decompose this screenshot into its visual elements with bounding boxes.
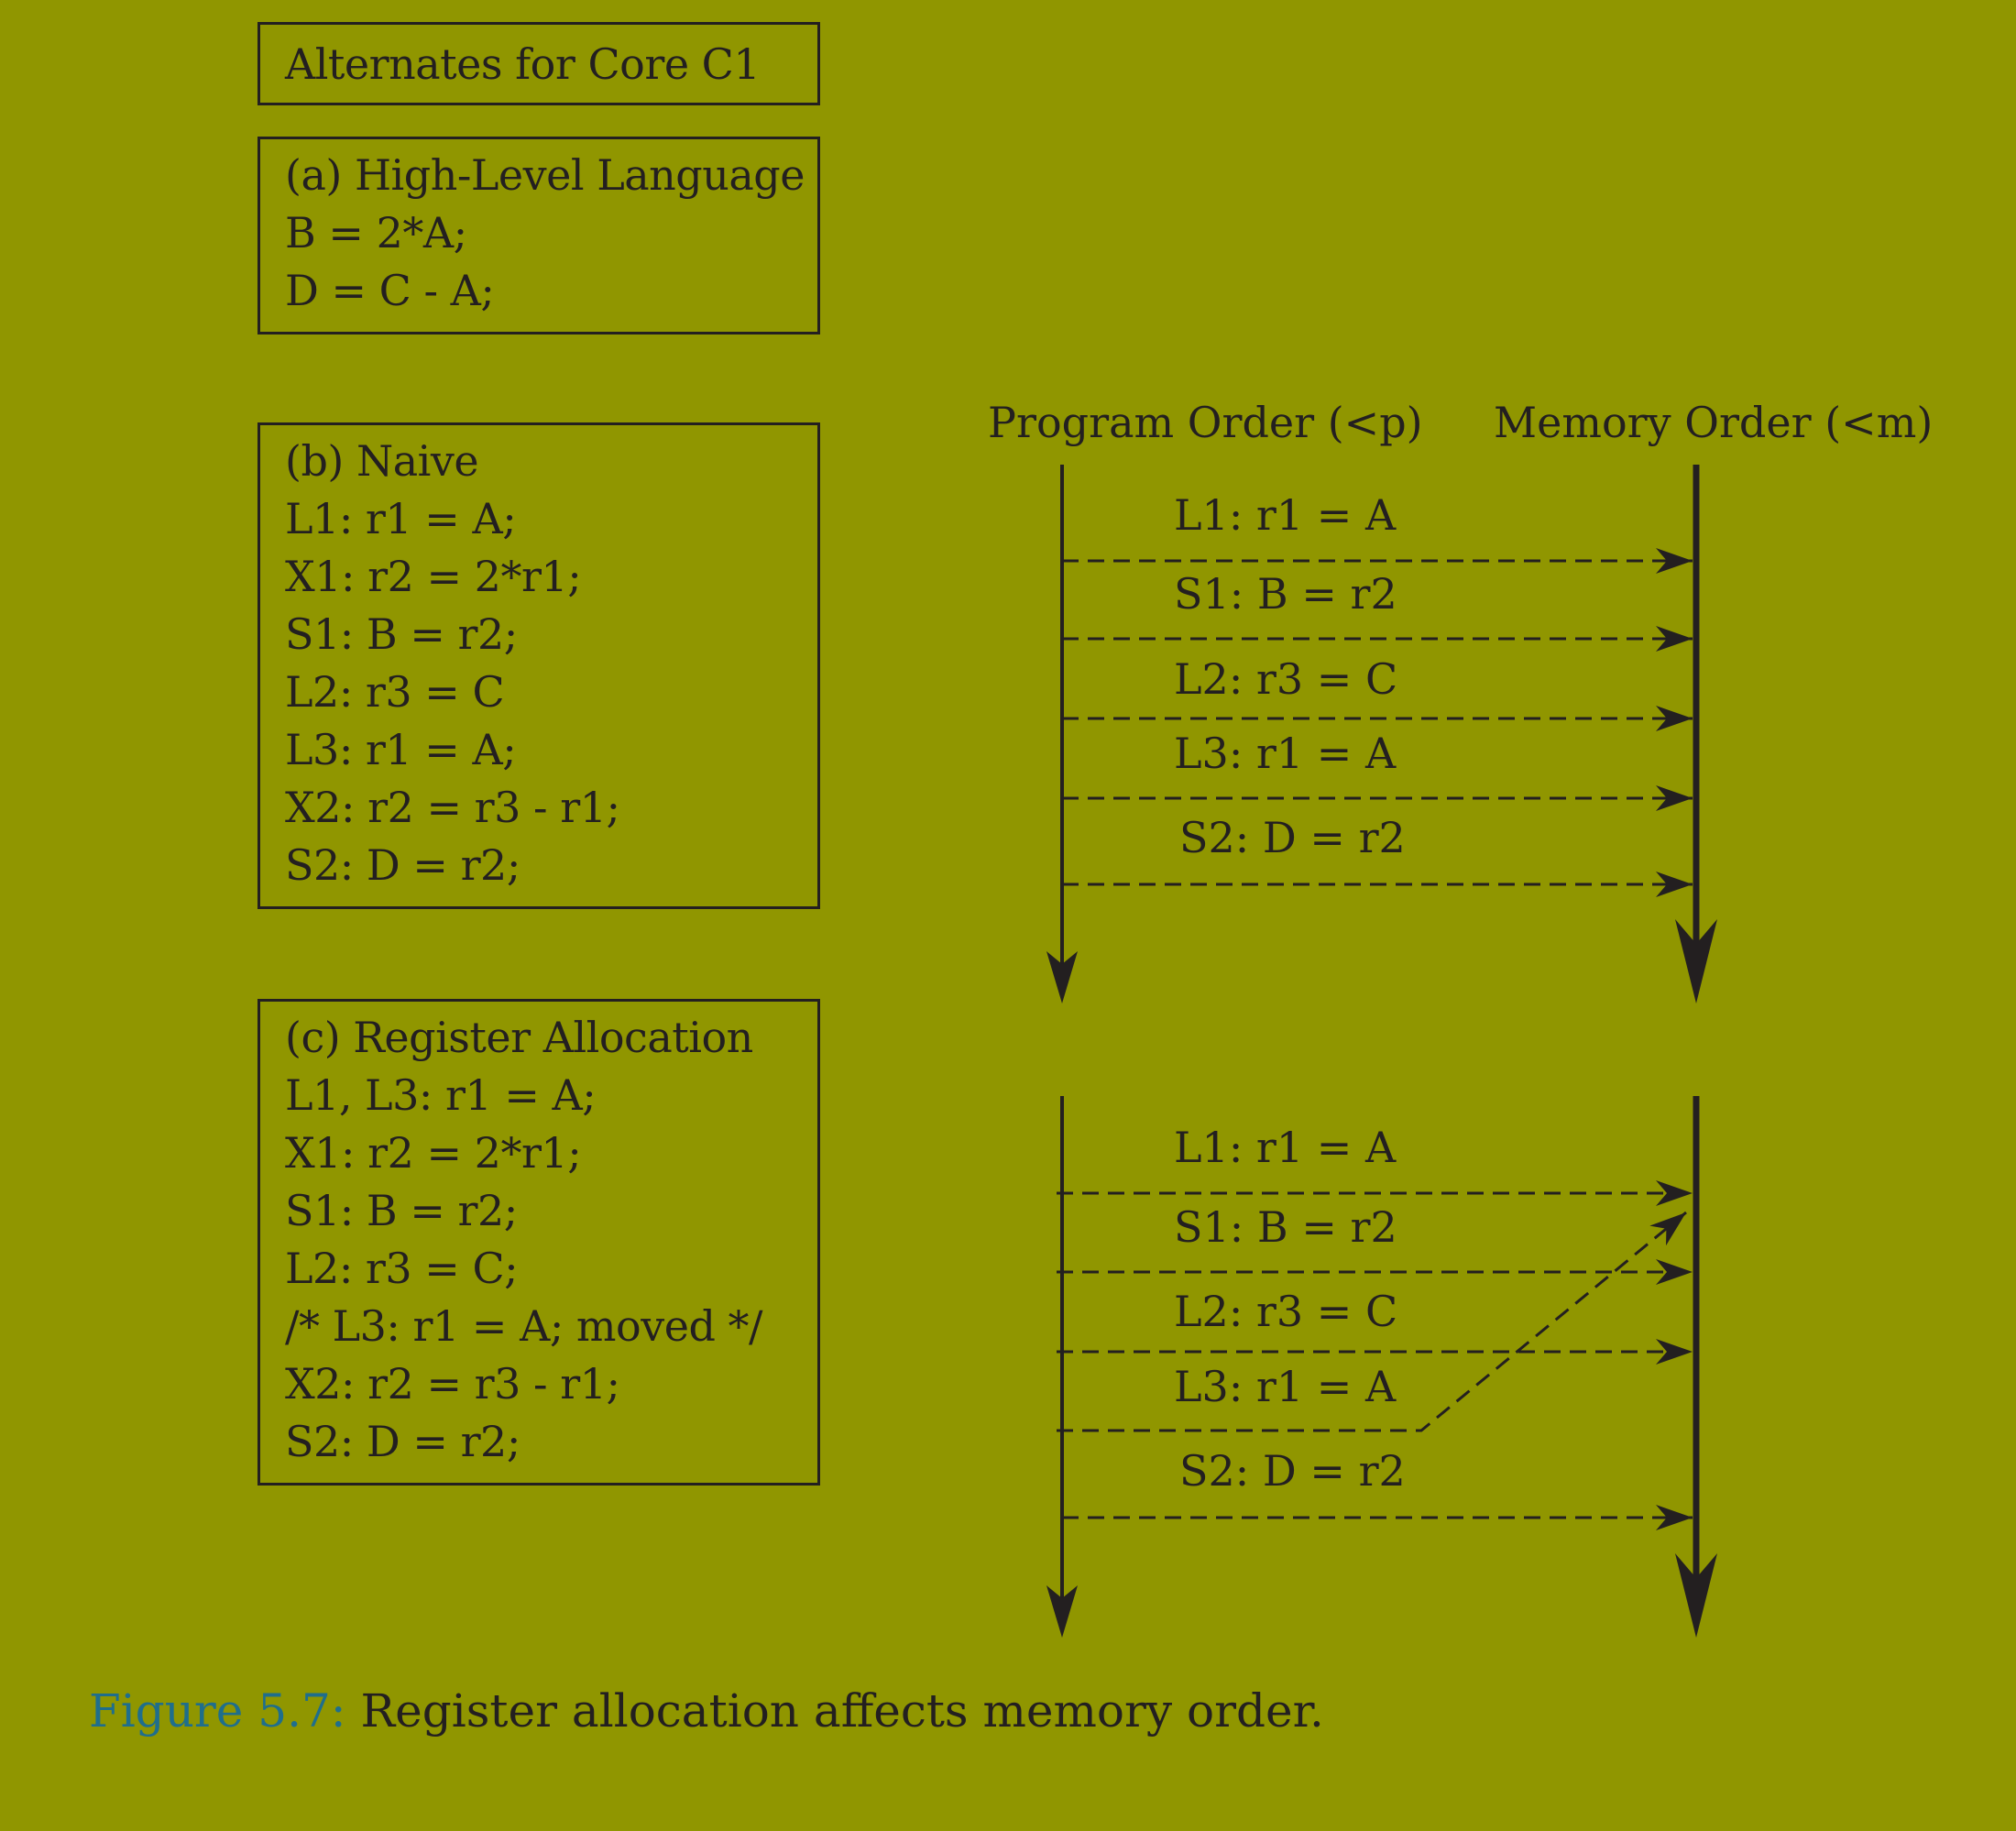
program-order-label: Program Order (<p) [988,398,1423,447]
bottom-op-label: S2: D = r2 [1179,1446,1406,1496]
box-b-line-0: (b) Naive [285,436,479,486]
figure-number: Figure 5.7: [89,1684,346,1738]
bottom-op-label: L3: r1 = A [1174,1362,1397,1411]
bottom-op-label: L1: r1 = A [1174,1123,1397,1172]
box-b-line-4: L2: r3 = C [285,667,505,717]
box-b-line-1: L1: r1 = A; [285,494,517,543]
box-c-line-5: /* L3: r1 = A; moved */ [285,1301,763,1351]
memory-order-label: Memory Order (<m) [1494,398,1934,447]
box-b-line-2: X1: r2 = 2*r1; [285,552,582,601]
box-b-line-7: S2: D = r2; [285,840,520,890]
figure-caption [89,1684,1324,1738]
bottom-op-label: S1: B = r2 [1174,1202,1397,1252]
box-a-line-1: B = 2*A; [285,208,467,258]
box-c-line-3: S1: B = r2; [285,1186,518,1235]
top-op-label: L2: r3 = C [1174,654,1398,704]
box-c-line-4: L2: r3 = C; [285,1244,519,1293]
box-c-line-1: L1, L3: r1 = A; [285,1070,597,1120]
top-op-label: L3: r1 = A [1174,729,1397,778]
box-b-line-3: S1: B = r2; [285,609,518,659]
box-b-line-5: L3: r1 = A; [285,725,517,774]
top-op-label: S2: D = r2 [1179,813,1406,862]
box-a-line-2: D = C - A; [285,266,495,315]
top-op-label: L1: r1 = A [1174,490,1397,540]
caption-text: Register allocation affects memory order. [345,1684,1324,1738]
box-c-line-6: X2: r2 = r3 - r1; [285,1359,620,1409]
title-text: Alternates for Core C1 [285,39,761,89]
box-c-line-7: S2: D = r2; [285,1417,520,1466]
bottom-op-label: L2: r3 = C [1174,1287,1398,1336]
box-a-line-0: (a) High-Level Language [285,150,805,200]
box-b-line-6: X2: r2 = r3 - r1; [285,783,620,832]
box-c-line-2: X1: r2 = 2*r1; [285,1128,582,1178]
top-op-label: S1: B = r2 [1174,569,1397,619]
box-c-line-0: (c) Register Allocation [285,1013,753,1062]
